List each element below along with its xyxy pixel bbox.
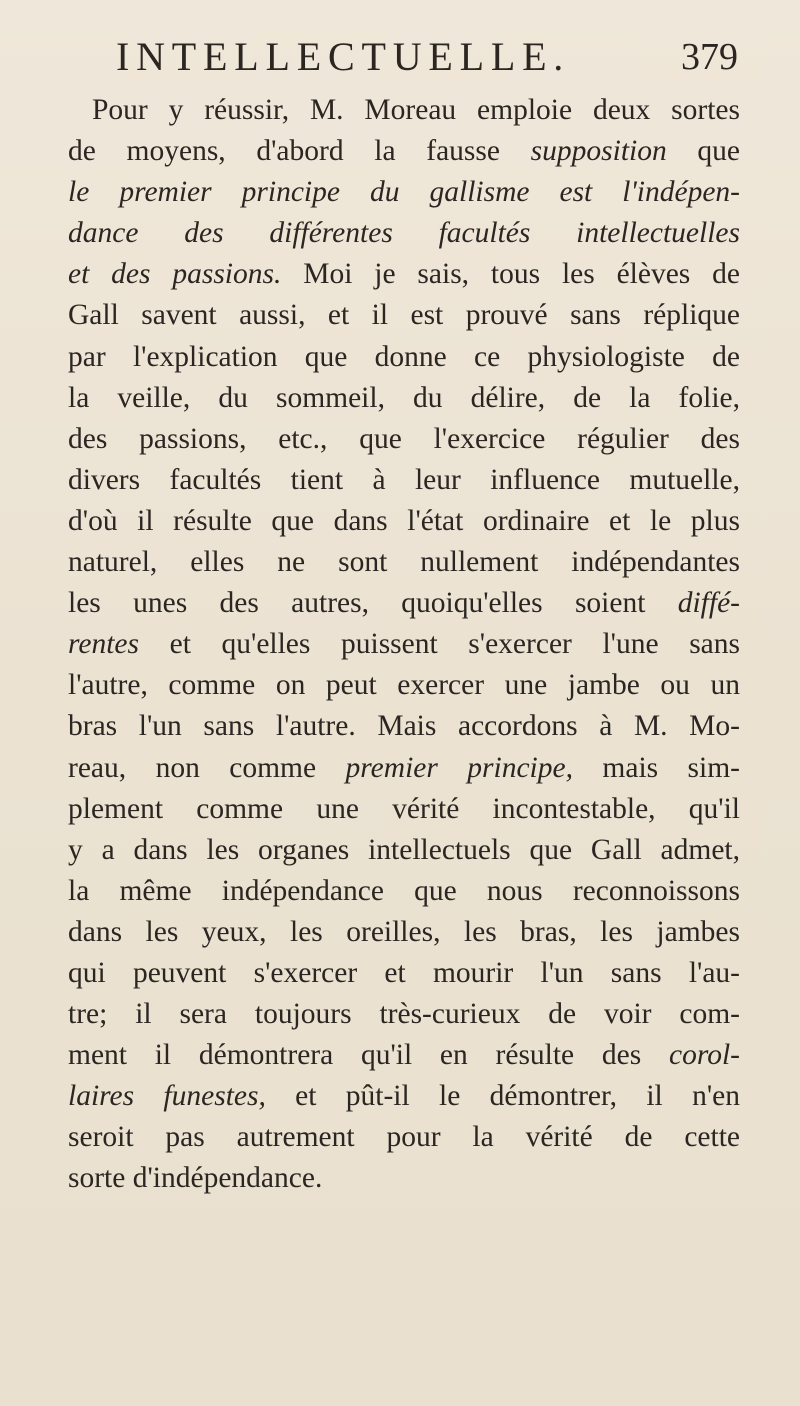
text-line [68,871,740,912]
text-line [68,460,740,501]
text-run-italic: rentes [68,628,139,661]
text-line [68,295,740,336]
text-run: divers facultés tient à leur influence mutuelle, [68,463,740,496]
text-run: des passions, etc., que l'exercice régulier des [68,422,740,455]
body-paragraph [68,90,740,1200]
text-line [68,501,740,542]
text-run-italic: laires funestes, [68,1080,266,1113]
text-line [68,213,740,254]
text-run: l'autre, comme on peut exercer une jambe ou un [68,669,740,702]
text-line [68,90,740,131]
text-line [68,419,740,460]
text-run: la même indépendance que nous reconnoissons [68,874,740,907]
text-run: et pût-il le démontrer, il n'en [265,1080,740,1113]
text-run: que [666,135,740,168]
text-run-italic: dance des différentes facultés intellectuelles [68,217,740,250]
text-run: Pour y réussir, M. Moreau emploie deux sortes [92,94,740,126]
text-run: la veille, du sommeil, du délire, de la folie, [68,381,740,414]
running-title: INTELLECTUELLE. [116,34,571,79]
text-run-italic: premier principe, [345,751,573,784]
text-line [68,254,740,295]
text-run: ment il démontrera qu'il en résulte des [68,1039,669,1072]
text-run-italic: corol- [669,1039,740,1072]
text-run-italic: et des passions. [68,258,282,291]
text-line [68,706,740,747]
text-run: de moyens, d'abord la fausse [68,135,531,168]
text-run-italic: supposition [530,135,667,168]
text-line [68,583,740,624]
text-run-italic: diffé- [677,587,740,620]
text-run: d'où il résulte que dans l'état ordinaire et le plus [68,504,740,537]
running-head [68,34,738,80]
text-line [68,378,740,419]
text-line [68,830,740,871]
text-run: reau, non comme [68,751,346,784]
text-line [68,1117,740,1158]
text-line [68,994,740,1035]
text-run: sorte d'indépendance. [68,1162,323,1195]
text-run: plement comme une vérité incontestable, qu'il [68,792,740,825]
text-line [68,1035,740,1076]
text-line [68,789,740,830]
text-line [68,172,740,213]
page-number: 379 [681,36,738,78]
text-run: Moi je sais, tous les élèves de [281,258,740,291]
text-run-italic: le premier principe du gallisme est l'indépen- [68,176,740,209]
text-run: les unes des autres, quoiqu'elles soient [68,587,678,620]
text-line [68,748,740,789]
text-run: y a dans les organes intellectuels que Gall admet, [68,833,740,866]
text-run: naturel, elles ne sont nullement indépendantes [68,546,740,579]
text-line [68,624,740,665]
text-line [68,912,740,953]
text-line [68,337,740,378]
text-run: qui peuvent s'exercer et mourir l'un sans l'au- [68,956,740,989]
text-line [68,542,740,583]
text-line [68,131,740,172]
text-run: seroit pas autrement pour la vérité de cette [68,1121,740,1154]
text-line [68,953,740,994]
text-run: Gall savent aussi, et il est prouvé sans réplique [68,299,740,332]
text-line [68,1158,740,1199]
text-run: tre; il sera toujours très-curieux de voir com- [68,998,740,1031]
text-run: dans les yeux, les oreilles, les bras, les jambes [68,915,740,948]
text-line [68,665,740,706]
text-run: mais sim- [572,751,741,784]
text-run: et qu'elles puissent s'exercer l'une sans [139,628,740,661]
text-line [68,1076,740,1117]
text-run: par l'explication que donne ce physiologiste de [68,340,740,373]
text-run: bras l'un sans l'autre. Mais accordons à M. Mo- [68,710,740,743]
